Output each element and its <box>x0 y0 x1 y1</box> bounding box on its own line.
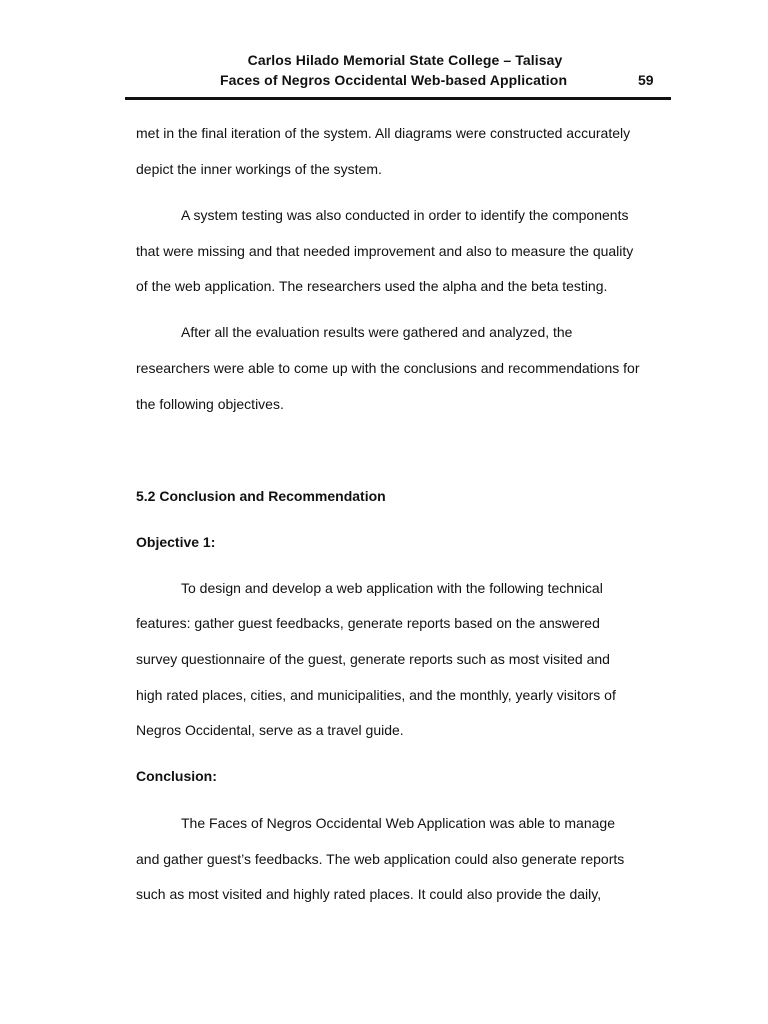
paragraph-1-line-2: depict the inner workings of the system. <box>136 161 382 177</box>
paragraph-3-line-3: the following objectives. <box>136 396 284 412</box>
paragraph-5-line-2: and gather guest’s feedbacks. The web application could also generate reports <box>136 851 625 867</box>
conclusion-heading: Conclusion: <box>136 768 217 784</box>
paragraph-4-line-1: To design and develop a web application with the following technical <box>181 580 603 596</box>
institution-name: Carlos Hilado Memorial State College – Talisay <box>247 52 563 68</box>
page-header <box>0 0 768 102</box>
paragraph-2-line-2: that were missing and that needed improvement and also to measure the quality <box>136 243 634 259</box>
paragraph-3-line-1: After all the evaluation results were gathered and analyzed, the <box>181 324 573 340</box>
paragraph-4-line-3: survey questionnaire of the guest, generate reports such as most visited and <box>136 651 610 667</box>
paragraph-4-line-2: features: gather guest feedbacks, generate reports based on the answered <box>136 615 600 631</box>
paragraph-2-line-3: of the web application. The researchers used the alpha and the beta testing. <box>136 278 608 294</box>
objective-heading: Objective 1: <box>136 534 216 550</box>
paragraph-4-line-5: Negros Occidental, serve as a travel guide. <box>136 722 404 738</box>
paragraph-3-line-2: researchers were able to come up with the conclusions and recommendations for <box>136 360 640 376</box>
page-number: 59 <box>638 72 654 88</box>
document-title: Faces of Negros Occidental Web-based Application <box>220 72 568 88</box>
paragraph-5-line-3: such as most visited and highly rated places. It could also provide the daily, <box>136 886 602 902</box>
section-heading: 5.2 Conclusion and Recommendation <box>136 488 386 504</box>
header-rule <box>125 97 671 100</box>
paragraph-5-line-1: The Faces of Negros Occidental Web Application was able to manage <box>181 815 615 831</box>
paragraph-2-line-1: A system testing was also conducted in order to identify the components <box>181 207 629 223</box>
paragraph-1-line-1: met in the final iteration of the system. All diagrams were constructed accurately <box>136 125 631 141</box>
paragraph-4-line-4: high rated places, cities, and municipalities, and the monthly, yearly visitors of <box>136 687 616 703</box>
